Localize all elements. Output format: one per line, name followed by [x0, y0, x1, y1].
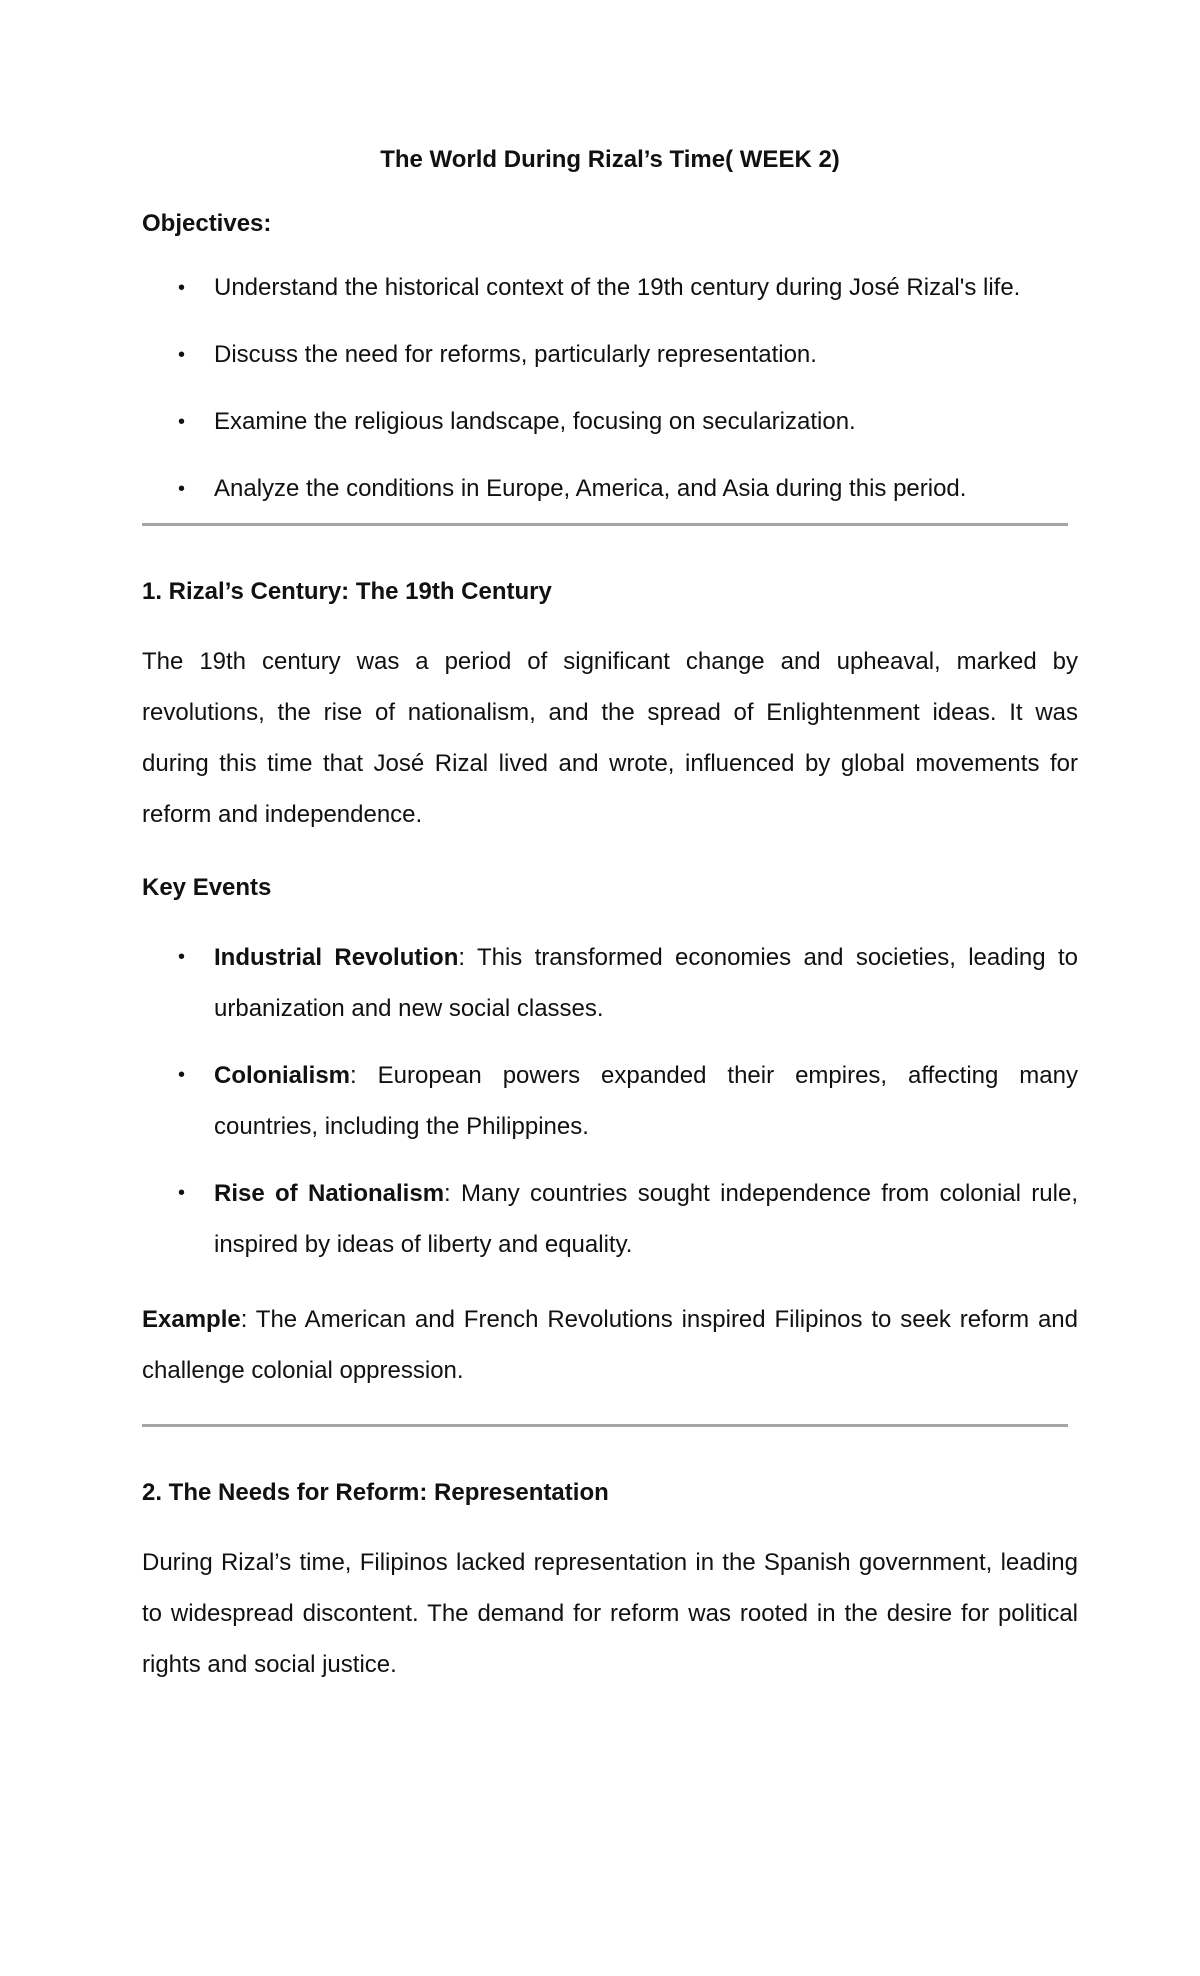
section2-paragraph: During Rizal’s time, Filipinos lacked representation in the Spanish government, leading to widespread discontent. The demand for reform was rooted in the desire for political rights and social justice.: [142, 1549, 1078, 1678]
key-event-description: : European powers expanded their empires, affecting many countries, including the Philippines.: [214, 1062, 1078, 1140]
objective-item: [142, 469, 1078, 509]
key-events-list: [142, 932, 1078, 1270]
section1-paragraph: The 19th century was a period of significant change and upheaval, marked by revolutions, the rise of nationalism, and the spread of Enlightenment ideas. It was during this time that José Rizal lived and wrote, influenced by global movements for reform and independence.: [142, 648, 1078, 828]
key-event-term: Industrial Revolution: [214, 944, 459, 971]
objective-text: Examine the religious landscape, focusing on secularization.: [214, 408, 856, 435]
objectives-list: [142, 268, 1078, 509]
objective-item: [142, 402, 1078, 442]
bullet-icon: •: [178, 1064, 186, 1086]
objectives-heading: Objectives:: [142, 210, 272, 237]
example-label: Example: [142, 1306, 241, 1333]
example-text: : The American and French Revolutions inspired Filipinos to seek reform and challenge colonial oppression.: [142, 1306, 1078, 1384]
bullet-icon: •: [178, 277, 186, 299]
bullet-icon: •: [178, 478, 186, 500]
objective-item: [142, 268, 1078, 308]
key-event-item: [142, 932, 1078, 1034]
key-event-description: : Many countries sought independence from colonial rule, inspired by ideas of liberty and equality.: [214, 1180, 1078, 1258]
section1-heading: 1. Rizal’s Century: The 19th Century: [142, 578, 552, 605]
objective-item: [142, 335, 1078, 375]
document-title: The World During Rizal’s Time( WEEK 2): [380, 146, 840, 173]
objective-text: Analyze the conditions in Europe, America, and Asia during this period.: [214, 475, 967, 502]
bullet-icon: •: [178, 946, 186, 968]
key-event-description: : This transformed economies and societies, leading to urbanization and new social classes.: [214, 944, 1078, 1022]
bullet-icon: •: [178, 411, 186, 433]
horizontal-divider: [142, 1424, 1068, 1427]
bullet-icon: •: [178, 1182, 186, 1204]
horizontal-divider: [142, 523, 1068, 526]
key-events-heading: Key Events: [142, 874, 272, 901]
objective-text: Understand the historical context of the 19th century during José Rizal's life.: [214, 274, 1021, 301]
objective-text: Discuss the need for reforms, particularly representation.: [214, 341, 817, 368]
key-event-item: [142, 1050, 1078, 1152]
key-event-term: Colonialism: [214, 1062, 351, 1089]
key-event-term: Rise of Nationalism: [214, 1180, 445, 1207]
example-paragraph: [142, 1294, 1078, 1396]
key-event-item: [142, 1168, 1078, 1270]
section2-heading: 2. The Needs for Reform: Representation: [142, 1479, 609, 1506]
document-body: [142, 140, 1078, 1718]
bullet-icon: •: [178, 344, 186, 366]
